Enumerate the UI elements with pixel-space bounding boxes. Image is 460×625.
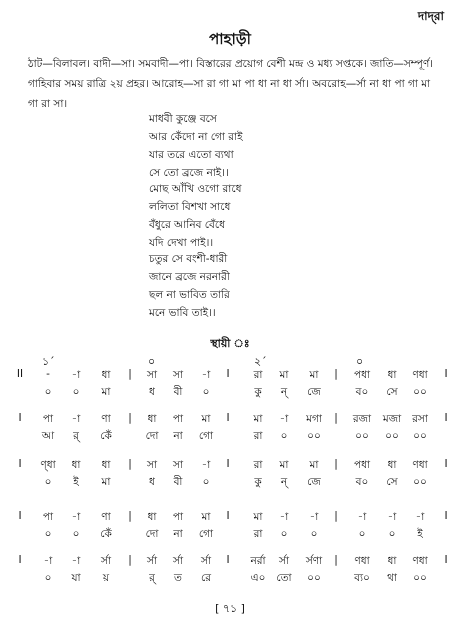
bar-line: I <box>226 412 230 424</box>
note: মজা <box>382 413 402 425</box>
lyric-line: বঁধুরে আনিব বেঁধে <box>149 219 225 231</box>
bar-line: | <box>128 368 132 380</box>
bar-line: I <box>18 412 22 424</box>
lyric-line: ছল না ভাবিত তারি <box>149 289 230 301</box>
bar-line: I <box>18 458 22 470</box>
note: ণধা <box>354 555 370 567</box>
note: সা <box>147 369 157 381</box>
note: মা <box>279 459 289 471</box>
syllable: ০০ <box>413 386 427 398</box>
note: ণধা <box>412 555 428 567</box>
note: মা <box>309 459 319 471</box>
note: ধা <box>71 459 81 471</box>
sthayi-heading: স্থায়ী ঃ <box>210 337 250 350</box>
note: -া <box>43 555 53 567</box>
song-title: পাহাড়ী <box>209 30 251 48</box>
lyric-line: জানে ব্রজে নরনারী <box>149 271 230 283</box>
syllable: না <box>173 528 183 540</box>
note: মগা <box>306 413 322 425</box>
bar-line: I <box>18 510 22 522</box>
syllable: গো <box>198 528 214 540</box>
note: ধা <box>147 511 157 523</box>
note: পা <box>172 511 184 523</box>
syllable: তো <box>276 572 292 584</box>
syllable: র্‌ <box>149 572 155 584</box>
syllable: ০ <box>44 386 52 398</box>
syllable: ০ <box>44 476 52 488</box>
note: রজা <box>352 413 372 425</box>
note: -া <box>71 511 81 523</box>
note: র্সা <box>201 555 211 567</box>
note: পা <box>42 511 54 523</box>
notation-row <box>0 368 460 384</box>
bar-line: I <box>444 458 448 470</box>
syllable: থা <box>387 572 397 584</box>
lyrics-stanza-3 <box>149 250 230 322</box>
syllable: ০০ <box>413 430 427 442</box>
note: -া <box>201 459 211 471</box>
syllable: জে <box>307 386 321 398</box>
bar-line: I <box>226 554 230 566</box>
bar-line: | <box>334 368 338 380</box>
bar-line: | <box>334 458 338 470</box>
note: রা <box>253 459 263 471</box>
note: -া <box>387 511 397 523</box>
syllable: বী <box>173 386 183 398</box>
bar-line: | <box>334 510 338 522</box>
syllable: ০ <box>44 528 52 540</box>
beat-mark: ০ <box>356 355 364 368</box>
lyric-line: ললিতা বিশখা সাধে <box>149 201 231 213</box>
syllable: মা <box>101 386 111 398</box>
bar-line: I <box>226 510 230 522</box>
syllable: ০ <box>280 430 288 442</box>
note: ণধা <box>412 369 428 381</box>
bar-line: | <box>128 458 132 470</box>
beat-mark: ২´ <box>254 355 267 368</box>
syllable: ব্য০ <box>354 572 370 584</box>
note: -া <box>309 511 319 523</box>
note: -া <box>279 413 289 425</box>
syllable: ০ <box>388 528 396 540</box>
syllable: এ০ <box>250 572 266 584</box>
note: পা <box>172 413 184 425</box>
syllable: ০০ <box>355 430 369 442</box>
bar-line: | <box>334 412 338 424</box>
syllable: জে <box>307 476 321 488</box>
syllable: যা <box>71 572 81 584</box>
lyric-line: মাধবী কুঞ্জে বসে <box>149 113 217 125</box>
note: -া <box>71 555 81 567</box>
syllable: কেঁ <box>100 430 112 442</box>
note: নর্রা <box>250 555 266 567</box>
syllable: ০ <box>72 528 80 540</box>
syllable: ব০ <box>355 386 369 398</box>
syllable: ত <box>174 572 182 584</box>
bar-line: I <box>226 368 230 380</box>
bar-line: I <box>18 554 22 566</box>
bar-line: | <box>128 510 132 522</box>
syllable: কু <box>254 386 262 398</box>
note: মা <box>201 511 211 523</box>
note: মা <box>253 413 263 425</box>
note: -া <box>357 511 367 523</box>
syllable: ব০ <box>355 476 369 488</box>
note: ধা <box>387 369 397 381</box>
note: ধা <box>101 459 111 471</box>
note: মা <box>279 369 289 381</box>
lyrics-stanza-2 <box>149 180 241 252</box>
note: পধা <box>353 369 371 381</box>
note: র্সা <box>147 555 157 567</box>
syllable: ০ <box>72 386 80 398</box>
notation-row <box>0 412 460 428</box>
note: র্সা <box>101 555 111 567</box>
syllable: বী <box>173 476 183 488</box>
syllable: গো <box>198 430 214 442</box>
syllable: ০ <box>310 528 318 540</box>
note: সা <box>147 459 157 471</box>
syllable: রা <box>253 528 263 540</box>
syllable: ন্‌ <box>280 476 288 488</box>
lyric-line: যার তরে এতো ব্যথা <box>149 149 234 161</box>
notation-row <box>0 510 460 526</box>
lyric-line: মনে ভাবি তাই।। <box>149 307 216 319</box>
note: র্সা <box>279 555 289 567</box>
syllable: কেঁ <box>100 528 112 540</box>
syllable: রা <box>253 430 263 442</box>
note: সা <box>173 369 183 381</box>
bar-line: I <box>444 510 448 522</box>
note: ধা <box>387 459 397 471</box>
syllable: দো <box>145 528 159 540</box>
note: ণধা <box>412 459 428 471</box>
syllable: না <box>173 430 183 442</box>
taal-label: দাদ্‌রা <box>417 9 444 23</box>
bar-line: | <box>128 554 132 566</box>
lyric-line: চতুর সে বংশী-ধারী <box>149 253 228 265</box>
lyric-line: মোছ আঁখি ওগো রাধে <box>149 183 242 195</box>
note: ণা <box>101 413 111 425</box>
syllable: ০ <box>358 528 366 540</box>
syllable-row <box>0 385 460 401</box>
syllable: ই <box>73 476 79 488</box>
notation-row <box>0 554 460 570</box>
note: র্সা <box>173 555 183 567</box>
note: ধা <box>387 555 397 567</box>
beat-mark: ০ <box>148 355 156 368</box>
note: -া <box>201 369 211 381</box>
syllable: ধ <box>149 476 155 488</box>
syllable: ০ <box>202 386 210 398</box>
bar-line: | <box>334 554 338 566</box>
syllable: ০০ <box>413 572 427 584</box>
syllable: কু <box>254 476 262 488</box>
note: ধা <box>101 369 111 381</box>
syllable-row <box>0 475 460 491</box>
note: - <box>46 368 50 380</box>
note: -া <box>71 413 81 425</box>
syllable: মা <box>101 476 111 488</box>
raga-description: ঠাট—বিলাবল। বাদী—সা। সমবাদী—পা। বিস্তারের প্রয়োগ বেশী মন্দ্র ও মধ্য সপ্তকে। জাতি—সম্পূর্ণ। গাহিবার সময় রাত্রি ২য় প্রহর। আরোহ—সা রা গা মা পা ধা না ধা র্সা। অবরোহ—র্সা না ধা পা গা মা গা রা সা। <box>28 58 434 110</box>
syllable: ই <box>417 528 423 540</box>
syllable: ০০ <box>413 476 427 488</box>
bar-line: I <box>444 368 448 380</box>
syllable: ০ <box>280 528 288 540</box>
note: মা <box>201 413 211 425</box>
bar-line: I <box>444 554 448 566</box>
bar-line: I <box>444 412 448 424</box>
lyric-line: যদি দেখা পাই।। <box>149 237 214 249</box>
lyrics-stanza-1 <box>149 110 243 182</box>
note: মা <box>253 511 263 523</box>
syllable: ০০ <box>307 430 321 442</box>
page-number: [ ৭১ ] <box>215 602 245 615</box>
syllable: সে <box>386 386 398 398</box>
note: ণ্ধা <box>40 459 56 471</box>
bar-line: II <box>16 368 24 380</box>
beat-mark: ১´ <box>42 355 55 368</box>
note: রা <box>253 369 263 381</box>
note: ধা <box>147 413 157 425</box>
note: সা <box>173 459 183 471</box>
lyric-line: সে তো ব্রজে নাই।। <box>149 167 229 179</box>
syllable: ০০ <box>307 572 321 584</box>
syllable: ন্‌ <box>280 386 288 398</box>
syllable-row <box>0 571 460 587</box>
lyric-line: আর কেঁদো না গো রাই <box>149 131 243 143</box>
syllable: র্‌ <box>73 430 79 442</box>
notation-row <box>0 458 460 474</box>
note: মা <box>309 369 319 381</box>
syllable: ০ <box>44 572 52 584</box>
syllable: ০০ <box>385 430 399 442</box>
syllable: ধ <box>149 386 155 398</box>
syllable: আ <box>41 430 55 442</box>
syllable-row <box>0 429 460 445</box>
bar-line: I <box>226 458 230 470</box>
note: -া <box>71 369 81 381</box>
note: পা <box>42 413 54 425</box>
syllable: য় <box>102 572 110 584</box>
syllable: দো <box>145 430 159 442</box>
note: ণা <box>101 511 111 523</box>
note: -া <box>279 511 289 523</box>
note: রসা <box>412 413 428 425</box>
note: -া <box>415 511 425 523</box>
note: র্সণা <box>305 555 323 567</box>
syllable-row <box>0 527 460 543</box>
syllable: ০ <box>202 476 210 488</box>
syllable: সে <box>386 476 398 488</box>
note: পধা <box>353 459 371 471</box>
syllable: রে <box>200 572 212 584</box>
bar-line: | <box>128 412 132 424</box>
